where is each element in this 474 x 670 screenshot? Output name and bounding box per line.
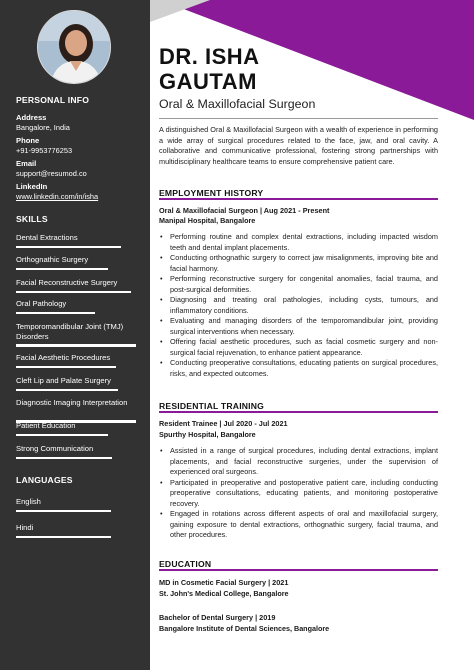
skill-label: Dental Extractions xyxy=(16,233,78,242)
name-line-2: GAUTAM xyxy=(159,69,257,94)
skill-level-bar xyxy=(16,389,118,391)
personal-info-heading: PERSONAL INFO xyxy=(16,95,90,105)
address-value: Bangalore, India xyxy=(16,123,70,132)
skill-label: Strong Communication xyxy=(16,444,94,453)
bullet-item: • Offering facial aesthetic procedures, such as facial cosmetic surgery and non-surgical facial rejuvenation, to enhance patient appearance. xyxy=(159,337,438,358)
skill-label: Facial Reconstructive Surgery xyxy=(16,278,118,287)
skill-level-bar xyxy=(16,246,121,248)
residency-divider xyxy=(159,411,438,413)
skills-heading: SKILLS xyxy=(16,214,48,224)
candidate-name xyxy=(159,44,260,94)
phone-label: Phone xyxy=(16,136,40,145)
skill-level-bar xyxy=(16,268,108,270)
residency-bullets xyxy=(159,446,438,541)
email-label: Email xyxy=(16,159,37,168)
skill-level-bar xyxy=(16,344,136,346)
phone-value: +91-9953776253 xyxy=(16,146,73,155)
title-divider xyxy=(159,118,438,119)
skill-label: Oral Pathology xyxy=(16,299,67,308)
skill-level-bar xyxy=(16,434,108,436)
name-line-1: DR. ISHA xyxy=(159,44,260,69)
bullet-item: • Participated in preoperative and postoperative patient care, including conducting preoperative consultations, educating patients, and monitoring postoperative recovery. xyxy=(159,478,438,510)
employment-heading: EMPLOYMENT HISTORY xyxy=(159,188,264,198)
residency-heading: RESIDENTIAL TRAINING xyxy=(159,401,265,411)
email-value[interactable]: support@resumod.co xyxy=(16,169,87,178)
bullet-item: • Diagnosing and treating oral pathologies, including cysts, tumours, and inflammatory conditions. xyxy=(159,295,438,316)
language-label: English xyxy=(16,497,41,506)
skill-label: Facial Aesthetic Procedures xyxy=(16,353,111,362)
employment-title: Oral & Maxillofacial Surgeon | Aug 2021 - Present xyxy=(159,206,330,215)
employment-bullets xyxy=(159,232,438,379)
education-school-2: Bangalore Institute of Dental Sciences, Bangalore xyxy=(159,624,330,633)
language-level-bar xyxy=(16,510,111,512)
employment-divider xyxy=(159,198,438,200)
employment-org: Manipal Hospital, Bangalore xyxy=(159,216,256,225)
bullet-item: • Evaluating and managing disorders of the temporomandibular joint, providing surgical interventions when necessary. xyxy=(159,316,438,337)
bullet-item: • Performing routine and complex dental extractions, including impacted wisdom teeth and dental implant placements. xyxy=(159,232,438,253)
bullet-item: • Conducting orthognathic surgery to correct jaw misalignments, improving bite and facial harmony. xyxy=(159,253,438,274)
skill-label: Temporomandibular Joint (TMJ) Disorders xyxy=(16,322,124,341)
skill-label: Cleft Lip and Palate Surgery xyxy=(16,376,111,385)
avatar xyxy=(37,10,111,84)
skill-label: Orthognathic Surgery xyxy=(16,255,89,264)
language-label: Hindi xyxy=(16,523,34,532)
profile-photo xyxy=(38,11,111,84)
education-degree-2: Bachelor of Dental Surgery | 2019 xyxy=(159,613,276,622)
skill-level-bar xyxy=(16,291,131,293)
language-level-bar xyxy=(16,536,111,538)
skill-label: Patient Education xyxy=(16,421,76,430)
residency-org: Spurthy Hospital, Bangalore xyxy=(159,430,256,439)
bullet-item: • Engaged in rotations across different aspects of oral and maxillofacial surgery, gaining exposure to dental extractions, orthognathic surgery, facial trauma, and other procedures. xyxy=(159,509,438,541)
sidebar xyxy=(0,0,150,670)
skill-label: Diagnostic Imaging Interpretation xyxy=(16,398,128,407)
job-title: Oral & Maxillofacial Surgeon xyxy=(159,97,316,111)
education-divider xyxy=(159,569,438,571)
linkedin-link[interactable]: www.linkedin.com/in/isha xyxy=(16,192,99,201)
bullet-item: • Performing reconstructive surgery for congenital anomalies, facial trauma, and post-surgical deformities. xyxy=(159,274,438,295)
address-label: Address xyxy=(16,113,47,122)
bullet-item: • Assisted in a range of surgical procedures, including dental extractions, implant placements, and facial reconstructive surgeries, under the supervision of experienced oral surgeons. xyxy=(159,446,438,478)
skill-level-bar xyxy=(16,366,116,368)
skill-level-bar xyxy=(16,457,112,459)
residency-title: Resident Trainee | Jul 2020 - Jul 2021 xyxy=(159,419,288,428)
education-school-1: St. John's Medical College, Bangalore xyxy=(159,589,289,598)
education-degree-1: MD in Cosmetic Facial Surgery | 2021 xyxy=(159,578,289,587)
education-heading: EDUCATION xyxy=(159,559,212,569)
languages-heading: LANGUAGES xyxy=(16,475,73,485)
profile-summary: A distinguished Oral & Maxillofacial Surgeon with a wealth of experience in performing a wide array of surgical procedures related to the face, jaw, and oral cavity. A collaborative and communicative professional, fostering strong partnerships with multidisciplinary healthcare teams to ensure comprehensive patient care. xyxy=(159,125,438,166)
bullet-item: • Conducting preoperative consultations, educating patients on surgical procedures, risks, and expected outcomes. xyxy=(159,358,438,379)
linkedin-label: LinkedIn xyxy=(16,182,48,191)
skill-level-bar xyxy=(16,312,95,314)
